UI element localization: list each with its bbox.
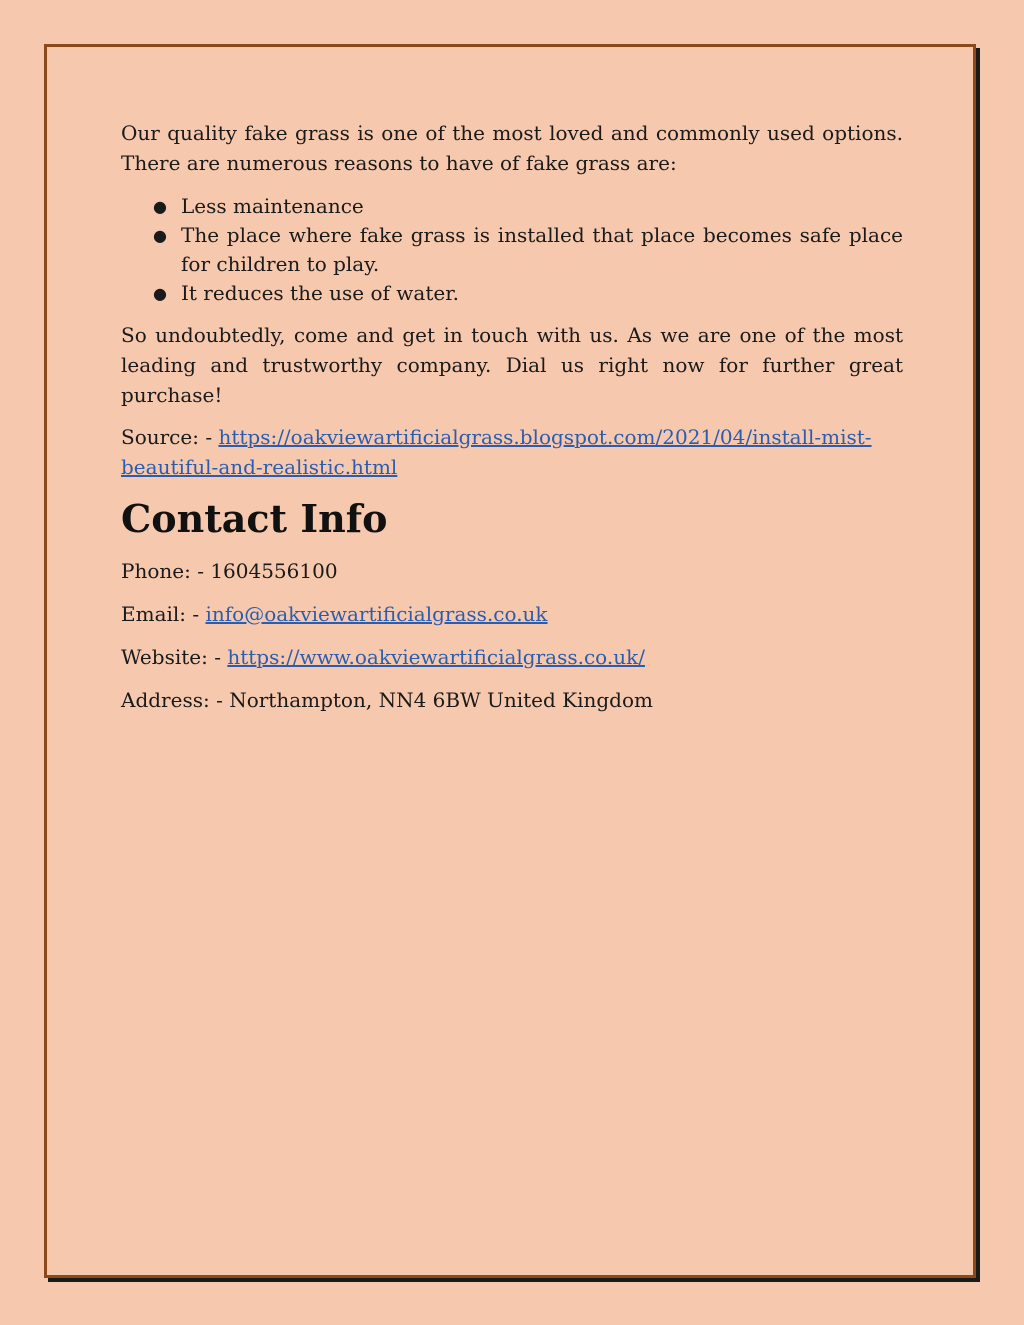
bullet-icon: ●	[153, 284, 167, 303]
bullet-icon: ●	[153, 226, 167, 245]
source-url-part2: beautiful-and-realistic.html	[121, 455, 398, 479]
bullet-icon: ●	[153, 197, 167, 216]
source-url-part1: https://oakviewartificialgrass.blogspot.com/2021/04/install-mist-	[218, 425, 872, 449]
address-value: Northampton, NN4 6BW United Kingdom	[229, 688, 653, 712]
list-item-text: Less maintenance	[181, 194, 364, 218]
website-line	[121, 642, 903, 672]
source-paragraph	[121, 422, 903, 482]
address-line	[121, 685, 903, 715]
phone-line	[121, 556, 903, 586]
list-item	[153, 221, 903, 279]
source-label: Source: -	[121, 425, 219, 449]
closing-paragraph: So undoubtedly, come and get in touch with us. As we are one of the most leading and trustworthy company. Dial us right now for further great purchase!	[121, 323, 903, 407]
address-label: Address: -	[121, 688, 230, 712]
website-label: Website: -	[121, 645, 228, 669]
email-line	[121, 599, 903, 629]
reasons-list	[121, 192, 903, 308]
phone-label: Phone: -	[121, 559, 211, 583]
email-label: Email: -	[121, 602, 206, 626]
list-item	[153, 279, 903, 308]
source-link[interactable]	[121, 425, 872, 479]
phone-value: 1604556100	[210, 559, 338, 583]
email-link[interactable]: info@oakviewartificialgrass.co.uk	[205, 602, 548, 626]
list-item	[153, 192, 903, 221]
list-item-text: The place where fake grass is installed that place becomes safe place for children to play.	[181, 223, 903, 276]
website-link[interactable]: https://www.oakviewartificialgrass.co.uk/	[227, 645, 645, 669]
list-item-text: It reduces the use of water.	[181, 281, 459, 305]
intro-paragraph: Our quality fake grass is one of the most loved and commonly used options. There are numerous reasons to have of fake grass are:	[121, 121, 903, 175]
document-body	[121, 118, 903, 728]
contact-heading: Contact Info	[121, 496, 388, 541]
